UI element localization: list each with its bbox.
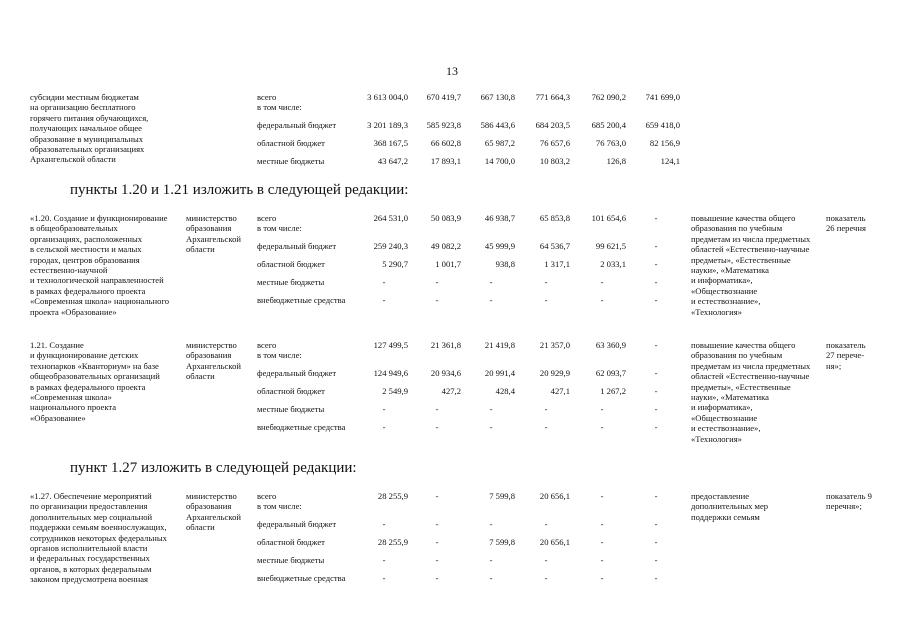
value-cell: 7 599,8 [489, 491, 515, 501]
result-line: предметам из числа предметных [691, 233, 811, 244]
source-label: федеральный бюджет [257, 241, 337, 251]
item-desc-line: «Образование» [30, 412, 86, 423]
source-label: областной бюджет [257, 259, 325, 269]
value-cell: 28 255,9 [377, 537, 408, 547]
executor-line: области [186, 244, 215, 255]
source-label: всего [257, 340, 277, 350]
executor-line: Архангельской [186, 511, 241, 522]
item-desc-line: «Современная школа» [30, 392, 112, 402]
value-cell: 20 929,9 [539, 368, 570, 378]
value-cell: 64 536,7 [539, 241, 570, 251]
result-line: «Обществознание [691, 285, 758, 296]
executor-line: Архангельской [186, 233, 241, 244]
source-label: местные бюджеты [257, 404, 325, 414]
result-line: и естествознание», [691, 296, 761, 307]
result-line: науки», «Математика [691, 265, 769, 275]
indicator-line: показатель 9 [826, 491, 872, 501]
source-label: местные бюджеты [257, 277, 325, 287]
value-cell: - [600, 491, 604, 501]
value-cell: - [654, 404, 658, 414]
source-label: в том числе: [257, 501, 302, 511]
item-desc-line: законом предусмотрена военная [30, 574, 148, 585]
result-line: предметам из числа предметных [691, 360, 811, 371]
source-label: областной бюджет [257, 537, 325, 547]
value-cell: - [382, 519, 386, 529]
value-cell: - [489, 404, 493, 414]
result-line: и естествознание», [691, 423, 761, 434]
result-line: «Технология» [691, 433, 742, 444]
item-desc-line: в рамках федерального проекта [30, 381, 146, 392]
value-cell: 428,4 [495, 386, 515, 396]
value-cell: - [544, 404, 548, 414]
value-cell: - [435, 555, 439, 565]
value-cell: 62 093,7 [595, 368, 626, 378]
value-cell: 771 664,3 [535, 92, 570, 102]
result-line: предметы», «Естественные [691, 381, 791, 392]
item-desc-line: и функционирование детских [30, 350, 139, 361]
value-cell: 1 267,2 [600, 386, 626, 396]
executor-line: области [186, 522, 215, 533]
section-heading: пункт 1.27 изложить в следующей редакции: [70, 460, 357, 476]
executor-line: образования [186, 223, 232, 234]
value-cell: - [489, 555, 493, 565]
value-cell: - [600, 519, 604, 529]
result-line: предметы», «Естественные [691, 254, 791, 265]
value-cell: 586 443,6 [480, 120, 515, 130]
item-desc-line: проекта «Образование» [30, 306, 117, 317]
source-label: областной бюджет [257, 386, 325, 396]
value-cell: - [654, 555, 658, 565]
source-label: всего [257, 213, 277, 223]
top-desc-line: образовательных организациях [30, 144, 145, 154]
value-cell: 762 090,2 [591, 92, 626, 102]
value-cell: 427,1 [550, 386, 570, 396]
value-cell: - [654, 241, 658, 251]
value-cell: - [435, 573, 439, 583]
value-cell: 684 203,5 [535, 120, 570, 130]
source-label: внебюджетные средства [257, 295, 346, 305]
executor-line: министерство [186, 491, 237, 501]
item-desc-line: 1.21. Создание [30, 340, 84, 350]
value-cell: 685 200,4 [591, 120, 626, 130]
value-cell: 2 033,1 [600, 259, 626, 269]
value-cell: 368 167,5 [373, 138, 408, 148]
value-cell: - [654, 295, 658, 305]
source-label: внебюджетные средства [257, 573, 346, 583]
value-cell: - [600, 573, 604, 583]
indicator-line: 26 перечня [826, 223, 866, 234]
value-cell: 20 656,1 [539, 537, 570, 547]
item-desc-line: и федеральных государственных [30, 553, 150, 564]
source-label: всего [257, 92, 277, 102]
top-desc-line: Архангельской области [30, 154, 116, 165]
source-label: в том числе: [257, 223, 302, 233]
item-desc-line: «Современная школа» национального [30, 296, 170, 307]
value-cell: - [544, 422, 548, 432]
result-line: дополнительных мер [691, 501, 769, 512]
value-cell: 21 361,8 [430, 340, 461, 350]
indicator-line: перечня»; [826, 501, 862, 512]
value-cell: 28 255,9 [377, 491, 408, 501]
value-cell: - [600, 404, 604, 414]
top-desc-line: образование в муниципальных [30, 133, 144, 144]
value-cell: 65 987,2 [484, 138, 515, 148]
value-cell: - [435, 404, 439, 414]
value-cell: - [654, 422, 658, 432]
executor-line: образования [186, 501, 232, 512]
value-cell: - [600, 537, 604, 547]
result-line: повышение качества общего [691, 213, 796, 223]
result-line: и информатика», [691, 402, 753, 413]
value-cell: 21 419,8 [484, 340, 515, 350]
top-desc-line: субсидии местным бюджетам [30, 92, 139, 102]
value-cell: 82 156,9 [649, 138, 680, 148]
value-cell: 99 621,5 [595, 241, 626, 251]
value-cell: 17 893,1 [430, 156, 461, 166]
executor-line: Архангельской [186, 360, 241, 371]
value-cell: 427,2 [441, 386, 461, 396]
value-cell: - [544, 555, 548, 565]
item-desc-line: национального проекта [30, 402, 117, 413]
result-line: «Обществознание [691, 412, 758, 423]
source-label: федеральный бюджет [257, 120, 337, 130]
value-cell: 124,1 [660, 156, 680, 166]
value-cell: 938,8 [495, 259, 515, 269]
value-cell: 21 357,0 [539, 340, 570, 350]
value-cell: - [544, 519, 548, 529]
value-cell: 124 949,6 [373, 368, 408, 378]
value-cell: 126,8 [606, 156, 626, 166]
value-cell: 5 290,7 [382, 259, 408, 269]
value-cell: 2 549,9 [382, 386, 408, 396]
indicator-line: 27 перече- [826, 350, 865, 361]
item-desc-line: и технологической направленностей [30, 275, 164, 286]
item-desc-line: естественно-научной [30, 265, 108, 275]
value-cell: - [382, 573, 386, 583]
value-cell: - [544, 573, 548, 583]
value-cell: - [435, 277, 439, 287]
value-cell: 670 419,7 [426, 92, 461, 102]
value-cell: - [654, 368, 658, 378]
value-cell: 101 654,6 [591, 213, 626, 223]
value-cell: 264 531,0 [373, 213, 408, 223]
value-cell: 20 991,4 [484, 368, 515, 378]
executor-line: области [186, 371, 215, 382]
value-cell: - [382, 277, 386, 287]
value-cell: 585 923,8 [426, 120, 461, 130]
value-cell: - [435, 491, 439, 501]
value-cell: - [382, 404, 386, 414]
executor-line: министерство [186, 213, 237, 223]
value-cell: 667 130,8 [480, 92, 515, 102]
indicator-line: показатель [826, 213, 866, 223]
executor-line: министерство [186, 340, 237, 350]
result-line: и информатика», [691, 275, 753, 286]
source-label: в том числе: [257, 350, 302, 360]
indicator-line: показатель [826, 340, 866, 350]
item-desc-line: «1.20. Создание и функционирование [30, 213, 168, 223]
value-cell: 43 647,2 [377, 156, 408, 166]
item-desc-line: организациях, расположенных [30, 233, 143, 244]
value-cell: 259 240,3 [373, 241, 408, 251]
value-cell: - [489, 295, 493, 305]
value-cell: - [654, 537, 658, 547]
value-cell: - [382, 422, 386, 432]
item-desc-line: технопарков «Кванториум» на базе [30, 360, 159, 371]
value-cell: - [435, 537, 439, 547]
result-line: областей «Естественно-научные [691, 244, 810, 255]
value-cell: - [435, 422, 439, 432]
value-cell: 65 853,8 [539, 213, 570, 223]
item-desc-line: в сельской местности и малых [30, 244, 142, 255]
value-cell: - [489, 422, 493, 432]
source-label: федеральный бюджет [257, 519, 337, 529]
result-line: поддержки семьям [691, 511, 760, 522]
source-label: местные бюджеты [257, 156, 325, 166]
value-cell: 76 763,0 [595, 138, 626, 148]
value-cell: - [654, 277, 658, 287]
executor-line: образования [186, 350, 232, 361]
section-heading: пункты 1.20 и 1.21 изложить в следующей редакции: [70, 182, 409, 198]
item-desc-line: органов исполнительной власти [30, 543, 148, 553]
value-cell: - [489, 519, 493, 529]
result-line: повышение качества общего [691, 340, 796, 350]
source-label: внебюджетные средства [257, 422, 346, 432]
value-cell: 659 418,0 [645, 120, 680, 130]
value-cell: - [600, 295, 604, 305]
item-desc-line: общеобразовательных организаций [30, 371, 160, 382]
result-line: предоставление [691, 491, 750, 501]
value-cell: - [489, 277, 493, 287]
item-desc-line: поддержки семьям военнослужащих, [30, 522, 167, 533]
source-label: областной бюджет [257, 138, 325, 148]
result-line: образования по учебным [691, 223, 783, 234]
item-desc-line: городах, центров образования [30, 254, 140, 265]
result-line: «Технология» [691, 306, 742, 317]
value-cell: - [544, 295, 548, 305]
value-cell: 7 599,8 [489, 537, 515, 547]
value-cell: - [654, 340, 658, 350]
value-cell: 741 699,0 [645, 92, 680, 102]
value-cell: 45 999,9 [484, 241, 515, 251]
result-line: науки», «Математика [691, 392, 769, 402]
source-label: в том числе: [257, 102, 302, 112]
value-cell: 1 001,7 [435, 259, 461, 269]
item-desc-line: в общеобразовательных [30, 223, 118, 234]
value-cell: - [382, 555, 386, 565]
item-desc-line: по организации предоставления [30, 501, 148, 512]
value-cell: 46 938,7 [484, 213, 515, 223]
value-cell: - [600, 422, 604, 432]
value-cell: - [600, 277, 604, 287]
value-cell: 1 317,1 [544, 259, 570, 269]
item-desc-line: сотрудников некоторых федеральных [30, 532, 167, 543]
result-line: областей «Естественно-научные [691, 371, 810, 382]
source-label: федеральный бюджет [257, 368, 337, 378]
value-cell: 20 656,1 [539, 491, 570, 501]
value-cell: 50 083,9 [430, 213, 461, 223]
value-cell: 76 657,6 [539, 138, 570, 148]
value-cell: 66 602,8 [430, 138, 461, 148]
value-cell: 63 360,9 [595, 340, 626, 350]
value-cell: - [382, 295, 386, 305]
item-desc-line: органов, в которых федеральным [30, 563, 152, 574]
top-desc-line: на организацию бесплатного [30, 102, 136, 113]
source-label: местные бюджеты [257, 555, 325, 565]
value-cell: - [435, 295, 439, 305]
result-line: образования по учебным [691, 350, 783, 361]
value-cell: - [654, 519, 658, 529]
value-cell: 3 201 189,3 [367, 120, 408, 130]
value-cell: - [654, 491, 658, 501]
page-number: 13 [446, 64, 458, 78]
value-cell: - [654, 386, 658, 396]
value-cell: 49 082,2 [430, 241, 461, 251]
value-cell: - [654, 259, 658, 269]
value-cell: 20 934,6 [430, 368, 461, 378]
top-desc-line: получающих начальное общее [30, 123, 142, 134]
value-cell: - [600, 555, 604, 565]
item-desc-line: «1.27. Обеспечение мероприятий [30, 491, 152, 501]
top-desc-line: горячего питания обучающихся, [30, 112, 149, 123]
value-cell: - [489, 573, 493, 583]
value-cell: 3 613 004,0 [367, 92, 408, 102]
indicator-line: ня»; [826, 360, 842, 371]
value-cell: - [654, 573, 658, 583]
value-cell: - [654, 213, 658, 223]
item-desc-line: в рамках федерального проекта [30, 285, 146, 296]
value-cell: - [435, 519, 439, 529]
value-cell: 14 700,0 [484, 156, 515, 166]
source-label: всего [257, 491, 277, 501]
item-desc-line: дополнительных мер социальной [30, 511, 153, 522]
value-cell: 10 803,2 [539, 156, 570, 166]
value-cell: 127 499,5 [373, 340, 408, 350]
value-cell: - [544, 277, 548, 287]
